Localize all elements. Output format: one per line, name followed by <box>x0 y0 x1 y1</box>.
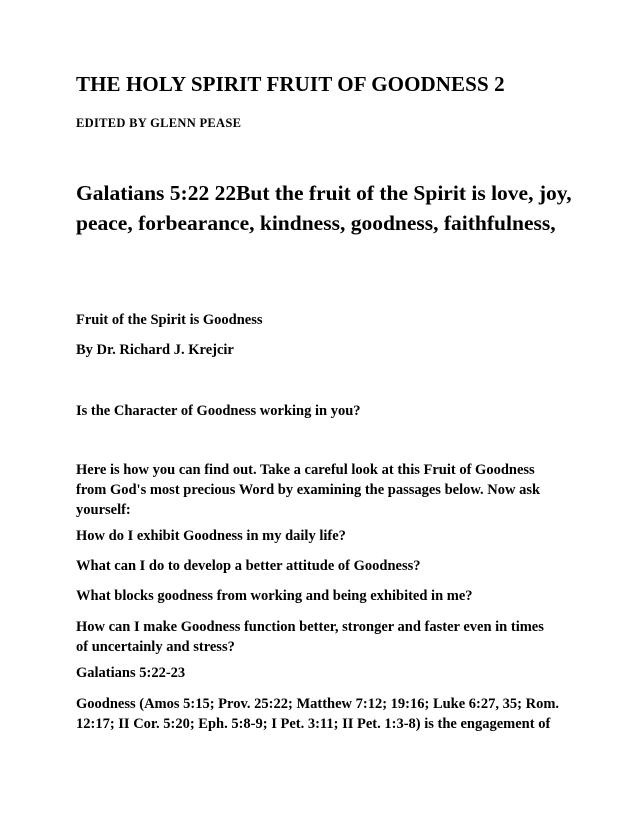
verse-line: peace, forbearance, kindness, goodness, faithfulness, <box>76 211 556 235</box>
editor-credit: EDITED BY GLENN PEASE <box>76 116 242 130</box>
reflection-question: How do I exhibit Goodness in my daily life? <box>76 528 346 544</box>
reflection-question: What can I do to develop a better attitude of Goodness? <box>76 558 421 574</box>
reference-heading: Galatians 5:22-23 <box>76 665 186 681</box>
closing-paragraph <box>76 694 559 734</box>
paragraph-line: Here is how you can find out. Take a careful look at this Fruit of Goodness <box>76 462 535 478</box>
reflection-question: What blocks goodness from working and being exhibited in me? <box>76 588 473 604</box>
author-line: By Dr. Richard J. Krejcir <box>76 342 234 358</box>
scripture-verse <box>76 178 572 238</box>
paragraph-line: How can I make Goodness function better, stronger and faster even in times <box>76 619 544 635</box>
paragraph-line: Goodness (Amos 5:15; Prov. 25:22; Matthew 7:12; 19:16; Luke 6:27, 35; Rom. <box>76 696 560 712</box>
verse-line: Galatians 5:22 22But the fruit of the Spirit is love, joy, <box>76 181 572 205</box>
paragraph-line: from God's most precious Word by examining the passages below. Now ask <box>76 482 541 498</box>
page-title: THE HOLY SPIRIT FRUIT OF GOODNESS 2 <box>76 72 505 96</box>
paragraph-line: yourself: <box>76 502 131 518</box>
main-question: Is the Character of Goodness working in you? <box>76 403 361 419</box>
paragraph-line: 12:17; II Cor. 5:20; Eph. 5:8-9; I Pet. 3:11; II Pet. 1:3-8) is the engagement of <box>76 716 551 732</box>
paragraph-line: of uncertainly and stress? <box>76 639 235 655</box>
intro-paragraph <box>76 460 540 520</box>
section-title: Fruit of the Spirit is Goodness <box>76 312 263 328</box>
reflection-question <box>76 617 544 657</box>
